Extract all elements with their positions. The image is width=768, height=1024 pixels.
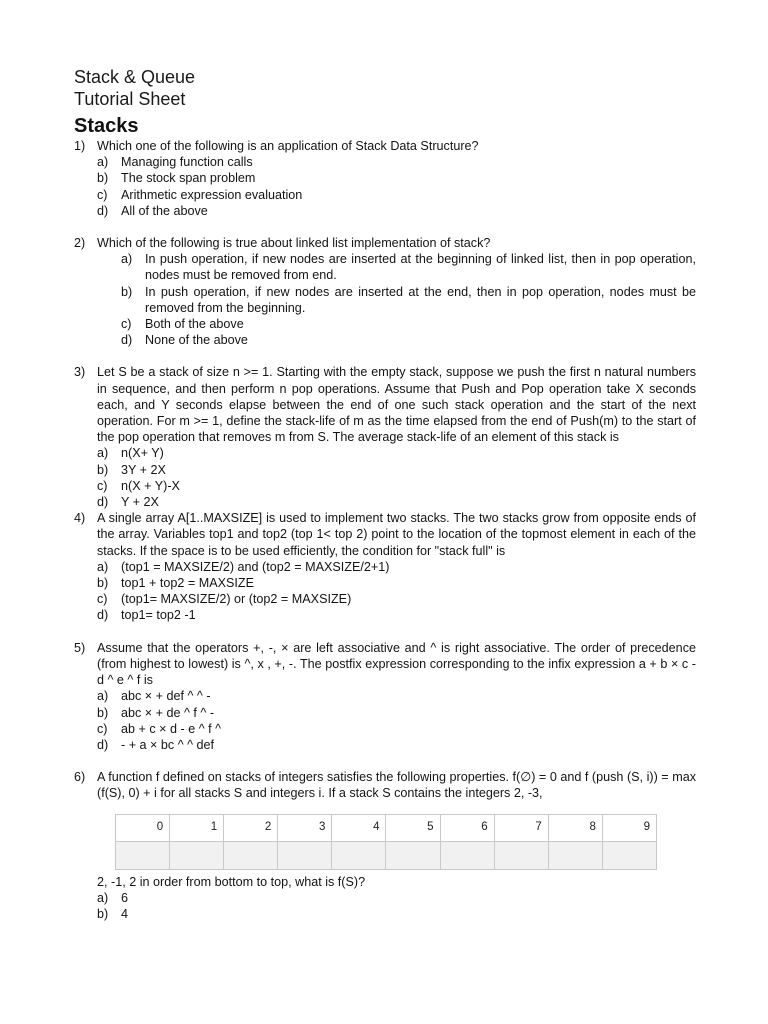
table-cell bbox=[116, 841, 170, 869]
option-text: 3Y + 2X bbox=[121, 462, 166, 477]
table-header-row bbox=[116, 814, 657, 841]
question-number: 4) bbox=[74, 511, 86, 526]
option bbox=[97, 607, 696, 623]
table-cell bbox=[386, 841, 440, 869]
option-text: In push operation, if new nodes are inserted at the beginning of linked list, then in pop operation, nodes must be removed from end. bbox=[145, 252, 696, 283]
table-cell: 2 bbox=[224, 814, 278, 841]
option-text: Managing function calls bbox=[121, 155, 253, 170]
table-cell: 4 bbox=[332, 814, 386, 841]
option-list bbox=[97, 559, 696, 624]
option-letter: b) bbox=[97, 705, 109, 720]
option-text: All of the above bbox=[121, 203, 208, 218]
question-2 bbox=[74, 235, 696, 348]
option bbox=[97, 906, 696, 922]
option bbox=[121, 251, 696, 283]
option bbox=[97, 688, 696, 704]
option-text: Arithmetic expression evaluation bbox=[121, 187, 303, 202]
section-heading: Stacks bbox=[74, 115, 139, 137]
option bbox=[97, 591, 696, 607]
option bbox=[97, 154, 696, 170]
option-list bbox=[97, 688, 696, 753]
option-text: (top1 = MAXSIZE/2) and (top2 = MAXSIZE/2+1) bbox=[121, 559, 390, 574]
question-number: 5) bbox=[74, 640, 86, 655]
option-letter: b) bbox=[97, 576, 109, 591]
question-6 bbox=[74, 769, 696, 922]
option-letter: b) bbox=[97, 462, 109, 477]
option bbox=[97, 478, 696, 494]
option-letter: b) bbox=[97, 906, 109, 921]
option bbox=[97, 494, 696, 510]
option-text: 4 bbox=[121, 906, 129, 921]
table-cell bbox=[278, 841, 332, 869]
option bbox=[97, 705, 696, 721]
option-letter: d) bbox=[97, 203, 109, 218]
option-text: n(X + Y)-X bbox=[121, 478, 180, 493]
option bbox=[97, 445, 696, 461]
table-row-empty bbox=[116, 841, 657, 869]
question-text: Let S be a stack of size n >= 1. Starting with the empty stack, suppose we push the first n natural numbers in sequence, and then perform n pop operations. Assume that Push and Pop operation take X seconds each, and Y seconds elapse between the end of one such stack operation and the start of the next operation. For m >= 1, define the stack-life of m as the time elapsed from the end of Push(m) to the start of the pop operation that removes m from S. The average stack-life of an element of this stack is bbox=[97, 365, 696, 445]
option-list bbox=[97, 890, 696, 922]
option-text: ab + c × d - e ^ f ^ bbox=[121, 721, 222, 736]
option-letter: c) bbox=[97, 721, 108, 736]
table-cell bbox=[548, 841, 602, 869]
option-letter: a) bbox=[97, 155, 109, 170]
option-text: abc × + de ^ f ^ - bbox=[121, 705, 215, 720]
document-title: Stack & Queue bbox=[74, 67, 196, 87]
option bbox=[97, 462, 696, 478]
option-letter: a) bbox=[97, 446, 109, 461]
option-text: 6 bbox=[121, 890, 129, 905]
option bbox=[97, 187, 696, 203]
option-text: - + a × bc ^ ^ def bbox=[121, 737, 215, 752]
table-cell bbox=[494, 841, 548, 869]
question-4 bbox=[74, 510, 696, 623]
option-letter: d) bbox=[121, 333, 133, 348]
table-cell: 5 bbox=[386, 814, 440, 841]
option-text: Y + 2X bbox=[121, 495, 159, 510]
option bbox=[97, 559, 696, 575]
table-cell: 9 bbox=[602, 814, 656, 841]
option-letter: b) bbox=[97, 171, 109, 186]
table-cell: 3 bbox=[278, 814, 332, 841]
option-list bbox=[121, 251, 696, 348]
question-number: 2) bbox=[74, 236, 86, 251]
option-letter: d) bbox=[97, 737, 109, 752]
question-text: Assume that the operators +, -, × are left associative and ^ is right associative. The order of precedence (from highest to lowest) is ^, x , +, -. The postfix expression corresponding to the infix expression a + b × c - d ^ e ^ f is bbox=[97, 640, 696, 688]
option-letter: a) bbox=[97, 890, 109, 905]
option-letter: b) bbox=[121, 284, 133, 299]
option-text: (top1= MAXSIZE/2) or (top2 = MAXSIZE) bbox=[121, 592, 352, 607]
table-cell bbox=[224, 841, 278, 869]
option-text: None of the above bbox=[145, 333, 248, 348]
index-table bbox=[115, 814, 657, 870]
table-cell bbox=[332, 841, 386, 869]
option-text: The stock span problem bbox=[121, 171, 256, 186]
question-number: 6) bbox=[74, 770, 86, 785]
document-subtitle: Tutorial Sheet bbox=[74, 89, 186, 109]
table-cell: 0 bbox=[116, 814, 170, 841]
table-cell: 8 bbox=[548, 814, 602, 841]
question-text: Which one of the following is an application of Stack Data Structure? bbox=[97, 139, 479, 153]
option-letter: c) bbox=[97, 187, 108, 202]
question-number: 3) bbox=[74, 365, 86, 380]
option bbox=[97, 575, 696, 591]
option-text: n(X+ Y) bbox=[121, 446, 164, 461]
table-cell bbox=[602, 841, 656, 869]
question-number: 1) bbox=[74, 139, 86, 153]
option-letter: a) bbox=[97, 559, 109, 574]
option-text: In push operation, if new nodes are inserted at the end, then in pop operation, nodes must be removed from the beginning. bbox=[145, 284, 696, 315]
option bbox=[97, 170, 696, 186]
option-letter: a) bbox=[121, 252, 133, 267]
table-cell: 1 bbox=[170, 814, 224, 841]
option bbox=[97, 890, 696, 906]
option bbox=[97, 737, 696, 753]
option bbox=[97, 721, 696, 737]
option-letter: a) bbox=[97, 689, 109, 704]
option-letter: d) bbox=[97, 608, 109, 623]
question-1 bbox=[74, 138, 696, 219]
question-text: A single array A[1..MAXSIZE] is used to implement two stacks. The two stacks grow from opposite ends of the array. Variables top1 and top2 (top 1< top 2) point to the location of the topmost element in each of the stacks. If the space is to be used efficiently, the condition for "stack full" is bbox=[97, 511, 696, 558]
option bbox=[121, 284, 696, 316]
option-letter: c) bbox=[121, 317, 132, 332]
option-text: Both of the above bbox=[145, 317, 244, 332]
option-text: abc × + def ^ ^ - bbox=[121, 689, 211, 704]
question-text: A function f defined on stacks of integers satisfies the following properties. f(∅) = 0 and f (push (S, i)) = max (f(S), 0) + i for all stacks S and integers i. If a stack S contains the integers 2, -3, bbox=[97, 770, 696, 801]
option-letter: c) bbox=[97, 592, 108, 607]
question-5 bbox=[74, 640, 696, 753]
question-text: Which of the following is true about linked list implementation of stack? bbox=[97, 236, 491, 251]
question-3 bbox=[74, 364, 696, 510]
table-cell: 7 bbox=[494, 814, 548, 841]
option bbox=[121, 332, 696, 348]
document-page bbox=[74, 66, 696, 922]
option bbox=[121, 316, 696, 332]
option-list bbox=[97, 154, 696, 219]
option-text: top1 + top2 = MAXSIZE bbox=[121, 576, 255, 591]
table-cell bbox=[440, 841, 494, 869]
table-cell bbox=[170, 841, 224, 869]
option-letter: d) bbox=[97, 495, 109, 510]
option-letter: c) bbox=[97, 478, 108, 493]
option-list bbox=[97, 445, 696, 510]
option-text: top1= top2 -1 bbox=[121, 608, 196, 623]
question-continuation: 2, -1, 2 in order from bottom to top, what is f(S)? bbox=[97, 874, 366, 889]
table-cell: 6 bbox=[440, 814, 494, 841]
option bbox=[97, 203, 696, 219]
